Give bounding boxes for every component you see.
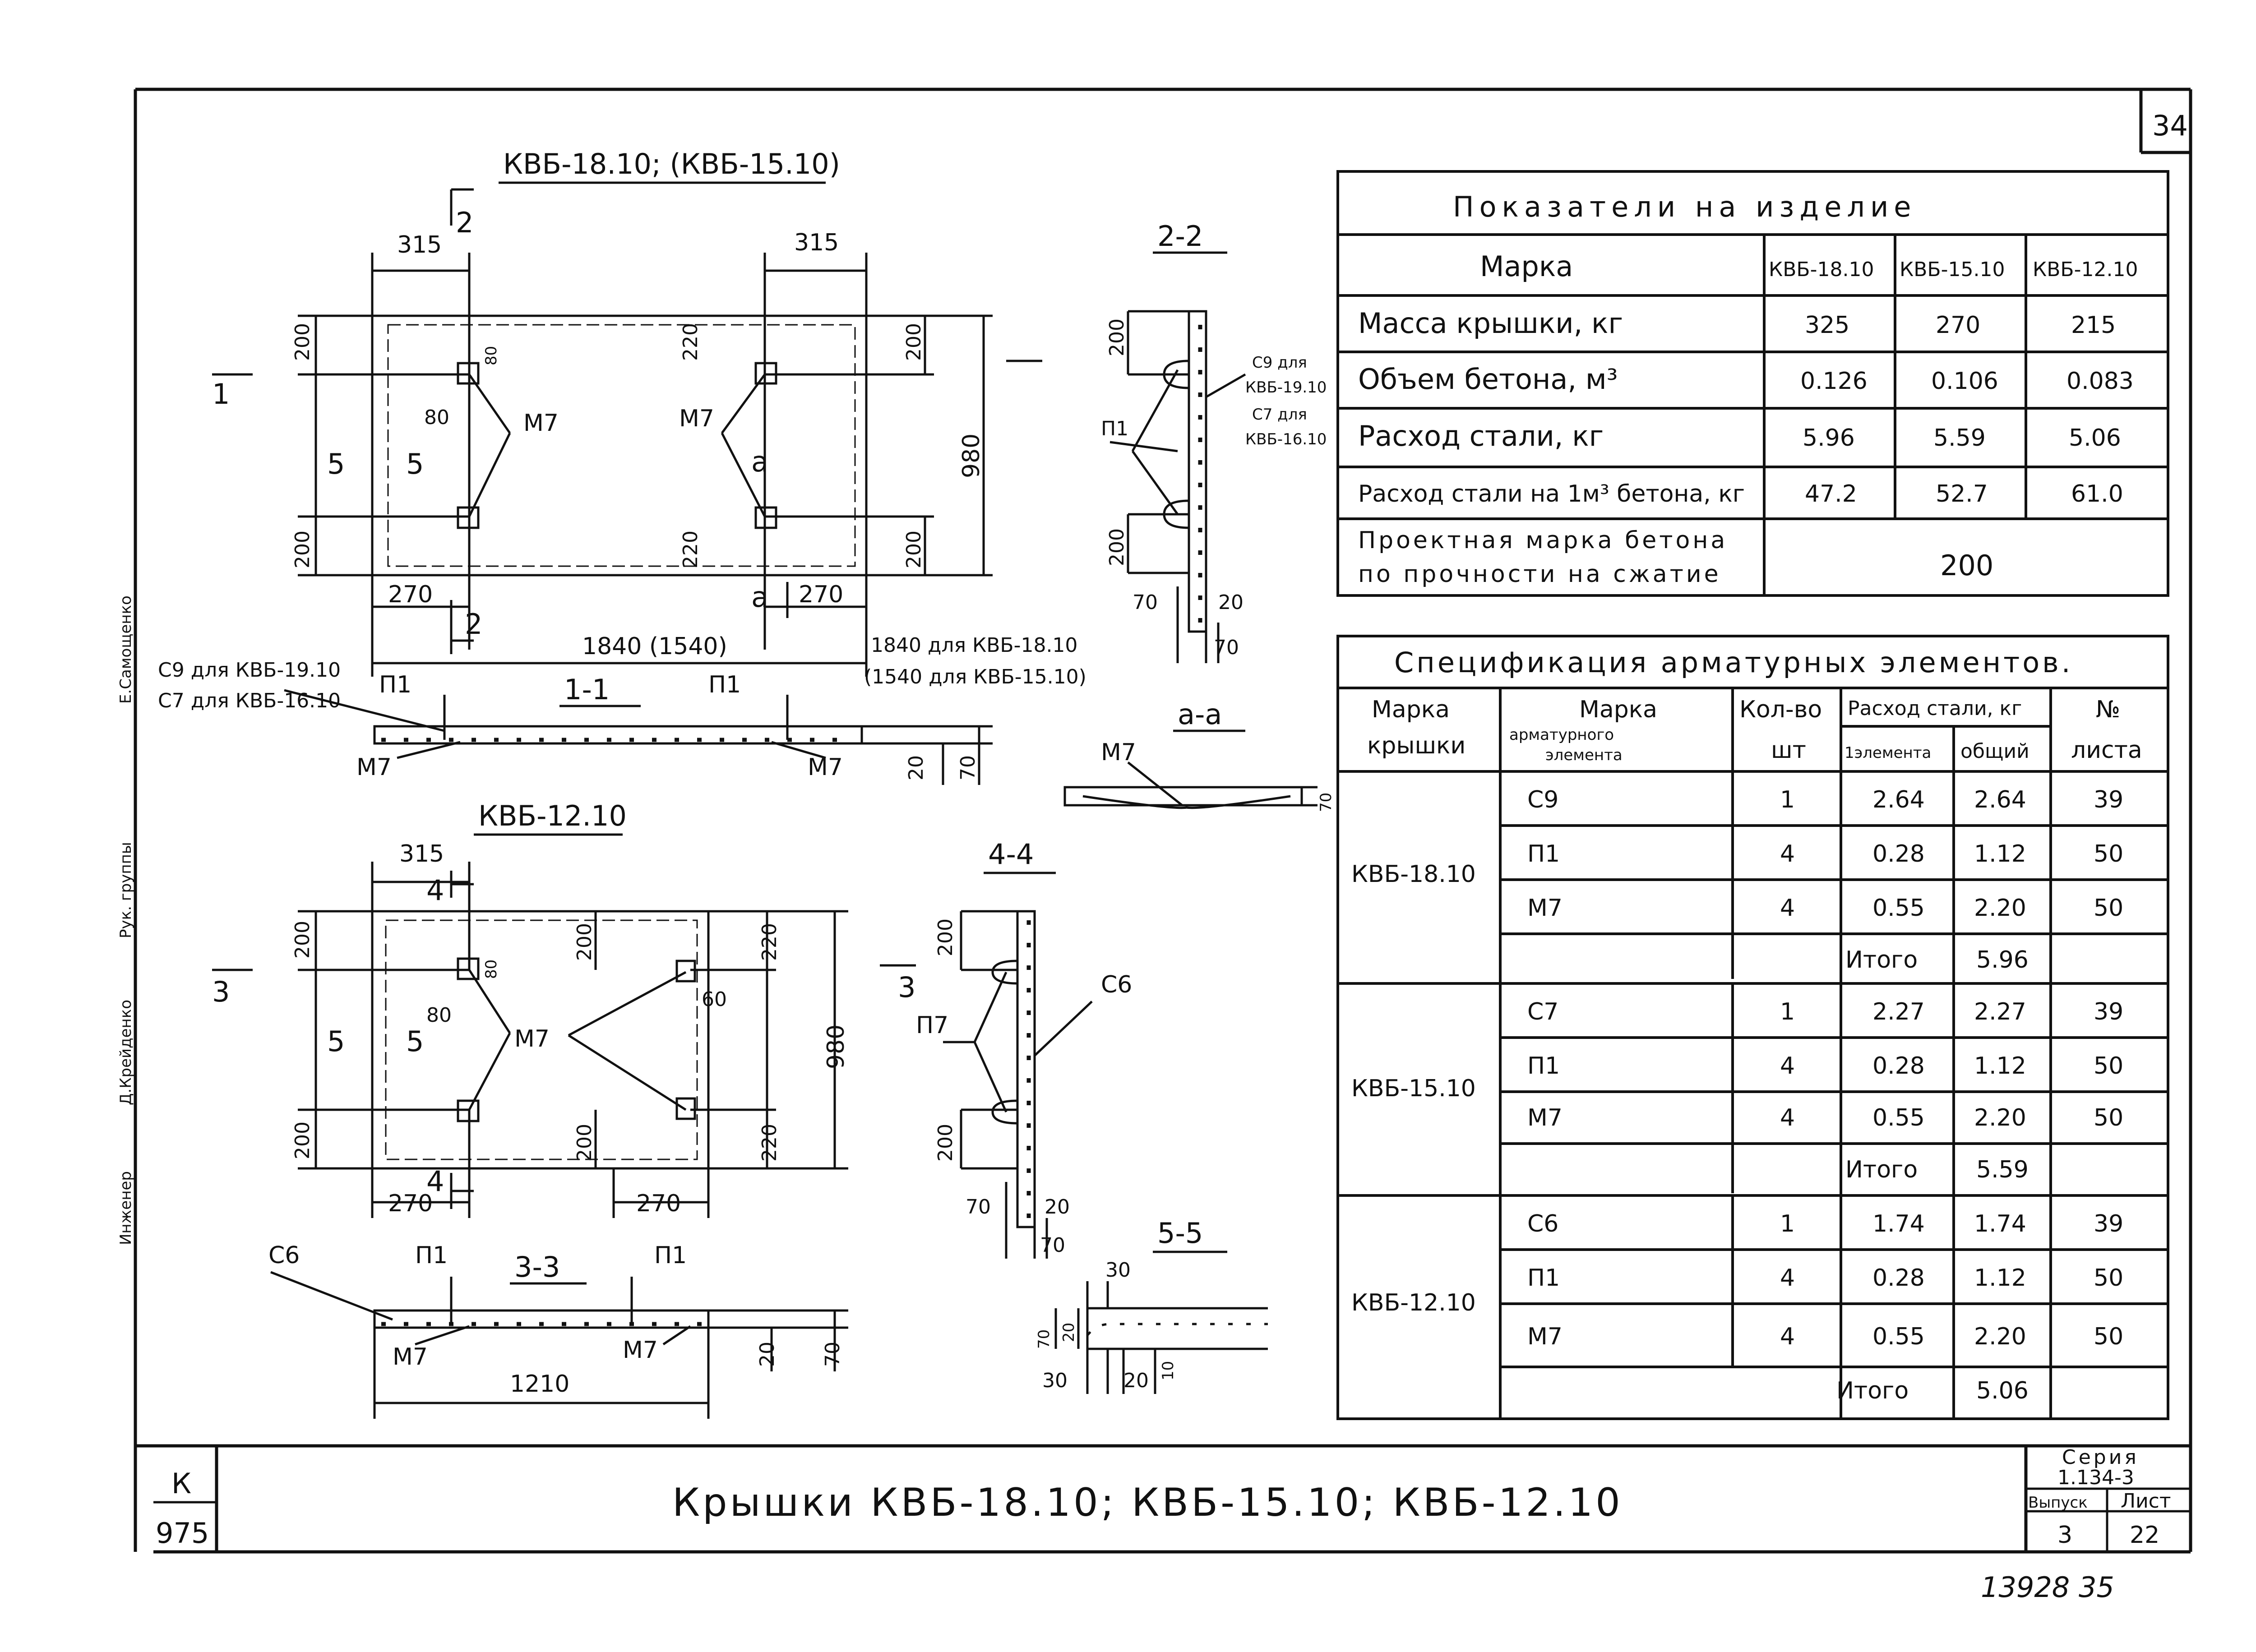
label-m7: М7 bbox=[523, 410, 559, 437]
label-m7: М7 bbox=[1101, 739, 1136, 766]
indicators-row-value: 52.7 bbox=[1936, 480, 1988, 508]
spec-total-label: Итого bbox=[1836, 1377, 1909, 1404]
section-a-a bbox=[1065, 698, 1335, 812]
dim-1840: 1840 (1540) bbox=[582, 633, 727, 660]
plan2-title: КВБ-12.10 bbox=[478, 799, 627, 832]
section-title: 3-3 bbox=[514, 1251, 560, 1283]
spec-total-value: 5.96 bbox=[1976, 946, 2029, 974]
dim-200: 200 bbox=[902, 531, 925, 568]
issue-value: 3 bbox=[2057, 1522, 2073, 1549]
spec-total-label: Итого bbox=[1845, 1156, 1918, 1183]
spec-cell-tot: 2.20 bbox=[1974, 1104, 2026, 1131]
spec-cell-sh: 50 bbox=[2094, 1104, 2124, 1131]
spec-cell-one: 0.55 bbox=[1872, 1104, 1925, 1131]
side-stamp-engineer: Инженер bbox=[117, 1171, 135, 1245]
indicators-row-value: 0.126 bbox=[1800, 368, 1868, 395]
dim-70: 70 bbox=[1317, 792, 1335, 812]
dim-20: 20 bbox=[1060, 1322, 1078, 1342]
issue-label: Выпуск bbox=[2028, 1494, 2088, 1512]
stamp-numbers: 13928 35 bbox=[1981, 1571, 2114, 1604]
sheet-label: Лист bbox=[2121, 1490, 2171, 1513]
dim-200: 200 bbox=[934, 1124, 957, 1162]
spec-cell-one: 0.28 bbox=[1872, 1052, 1925, 1080]
cut-label: 5 bbox=[406, 1025, 424, 1058]
spec-group-mark: КВБ-12.10 bbox=[1351, 1289, 1476, 1316]
cut-label: 2 bbox=[456, 206, 474, 239]
dim-315: 315 bbox=[794, 229, 839, 256]
indicators-concrete-label: Проектная марка бетона bbox=[1358, 527, 1728, 554]
dim-220: 220 bbox=[758, 1124, 781, 1162]
spec-cell-tot: 1.12 bbox=[1974, 1052, 2026, 1080]
section-title: 2-2 bbox=[1157, 220, 1203, 253]
dim-315: 315 bbox=[397, 231, 442, 258]
spec-cell-one: 2.64 bbox=[1872, 786, 1925, 813]
dim-270: 270 bbox=[636, 1190, 681, 1217]
spec-cell-qty: 1 bbox=[1780, 1210, 1795, 1237]
dim-200: 200 bbox=[934, 918, 957, 956]
dim-70: 70 bbox=[1214, 636, 1239, 659]
label-m7: М7 bbox=[393, 1343, 428, 1371]
dim-220: 220 bbox=[679, 323, 702, 361]
label-a: а bbox=[751, 445, 768, 478]
dim-70: 70 bbox=[1035, 1329, 1053, 1349]
dim-270: 270 bbox=[388, 581, 433, 608]
spec-cell-qty: 4 bbox=[1780, 1104, 1795, 1131]
indicators-row-value: 5.06 bbox=[2069, 425, 2121, 452]
spec-title: Спецификация арматурных элементов. bbox=[1394, 646, 2073, 679]
spec-cell-sh: 39 bbox=[2094, 786, 2124, 813]
spec-cell-el: С9 bbox=[1527, 786, 1559, 813]
label-m7: М7 bbox=[679, 405, 714, 432]
spec-cell-sh: 50 bbox=[2094, 895, 2124, 922]
label-m7: М7 bbox=[808, 754, 843, 781]
dim-220: 220 bbox=[679, 531, 702, 568]
cut-label: 3 bbox=[212, 975, 230, 1008]
dim-60: 60 bbox=[702, 988, 727, 1011]
indicators-row-label: Расход стали, кг bbox=[1358, 420, 1604, 452]
code-number: 975 bbox=[156, 1517, 209, 1550]
indicators-row-value: 215 bbox=[2071, 312, 2116, 339]
spec-header-mark: крышки bbox=[1367, 732, 1466, 759]
dim-70: 70 bbox=[966, 1195, 991, 1218]
dim-980: 980 bbox=[958, 433, 985, 478]
label-a: а bbox=[751, 581, 768, 614]
dim-30: 30 bbox=[1105, 1259, 1131, 1282]
side-stamp bbox=[117, 595, 135, 1245]
spec-cell-tot: 1.74 bbox=[1974, 1210, 2026, 1237]
indicators-row-label: Расход стали на 1м³ бетона, кг bbox=[1358, 480, 1745, 508]
cut-label: 1 bbox=[212, 378, 230, 411]
dim-20: 20 bbox=[905, 755, 928, 780]
spec-cell-el: М7 bbox=[1527, 895, 1563, 922]
spec-total-value: 5.06 bbox=[1976, 1377, 2029, 1404]
dim-200: 200 bbox=[902, 323, 925, 361]
label-m7: М7 bbox=[356, 754, 392, 781]
spec-cell-sh: 39 bbox=[2094, 1210, 2124, 1237]
spec-cell-one: 2.27 bbox=[1872, 998, 1925, 1025]
indicators-row-value: 47.2 bbox=[1805, 480, 1857, 508]
indicators-row-value: 325 bbox=[1805, 312, 1850, 339]
spec-cell-tot: 2.20 bbox=[1974, 895, 2026, 922]
cut-label: 5 bbox=[327, 448, 345, 480]
label-m7: М7 bbox=[623, 1337, 658, 1364]
code-letter: К bbox=[171, 1467, 192, 1500]
label-p1: П1 bbox=[708, 671, 741, 698]
indicators-concrete-value: 200 bbox=[1940, 549, 1994, 582]
spec-header-steel: Расход стали, кг bbox=[1848, 697, 2022, 720]
label-p1: П1 bbox=[415, 1242, 448, 1269]
spec-header-mark: Марка bbox=[1372, 696, 1450, 723]
spec-cell-tot: 1.12 bbox=[1974, 840, 2026, 868]
dim-70: 70 bbox=[1040, 1234, 1065, 1257]
spec-header-qty: шт bbox=[1771, 737, 1806, 764]
dim-200: 200 bbox=[291, 921, 314, 959]
dim-70: 70 bbox=[1133, 591, 1158, 614]
spec-cell-el: П1 bbox=[1527, 1052, 1560, 1080]
indicators-row-value: 5.59 bbox=[1933, 425, 1986, 452]
spec-cell-sh: 50 bbox=[2094, 1264, 2124, 1292]
cut-label: 2 bbox=[465, 608, 483, 641]
spec-header-elem: элемента bbox=[1545, 746, 1623, 764]
spec-total-value: 5.59 bbox=[1976, 1156, 2029, 1183]
indicators-concrete-label: по прочности на сжатие bbox=[1358, 561, 1721, 588]
cut-label: 4 bbox=[426, 874, 444, 907]
spec-header-one: 1элемента bbox=[1845, 744, 1932, 762]
indicators-row-value: 0.106 bbox=[1931, 368, 1998, 395]
dim-20: 20 bbox=[756, 1342, 779, 1367]
dim-20: 20 bbox=[1045, 1195, 1070, 1218]
section-3-3 bbox=[268, 1242, 848, 1419]
dim-80: 80 bbox=[426, 1004, 452, 1027]
spec-cell-qty: 4 bbox=[1780, 895, 1795, 922]
dim-200: 200 bbox=[573, 1124, 596, 1162]
spec-group-mark: КВБ-15.10 bbox=[1351, 1075, 1476, 1102]
series-value: 1.134-3 bbox=[2057, 1466, 2134, 1489]
spec-cell-qty: 1 bbox=[1780, 998, 1795, 1025]
footer-title: Крышки КВБ-18.10; КВБ-15.10; КВБ-12.10 bbox=[672, 1480, 1623, 1525]
section-4-4 bbox=[916, 838, 1132, 1259]
series-label: Серия bbox=[2062, 1446, 2139, 1469]
spec-cell-one: 0.55 bbox=[1872, 1323, 1925, 1350]
section-title: 5-5 bbox=[1157, 1217, 1203, 1250]
indicators-row-label: Объем бетона, м³ bbox=[1358, 363, 1618, 396]
label-p1: П1 bbox=[654, 1242, 687, 1269]
dim-20: 20 bbox=[1218, 591, 1244, 614]
spec-cell-el: М7 bbox=[1527, 1104, 1563, 1131]
section-5-5 bbox=[1035, 1217, 1268, 1394]
dim-80: 80 bbox=[482, 959, 500, 979]
dim-200: 200 bbox=[291, 1121, 314, 1159]
indicators-header-mark: Марка bbox=[1480, 250, 1573, 283]
label-c7: КВБ-16.10 bbox=[1245, 430, 1327, 448]
dim-10: 10 bbox=[1159, 1361, 1177, 1380]
dim-980: 980 bbox=[823, 1024, 850, 1069]
spec-cell-qty: 4 bbox=[1780, 1264, 1795, 1292]
label-c6: С6 bbox=[1101, 971, 1133, 998]
spec-header-sheet: листа bbox=[2071, 737, 2142, 764]
spec-cell-qty: 4 bbox=[1780, 1052, 1795, 1080]
spec-cell-one: 0.28 bbox=[1872, 840, 1925, 868]
dim-200: 200 bbox=[291, 323, 314, 361]
spec-table bbox=[1338, 636, 2168, 1419]
indicators-row-label: Масса крышки, кг bbox=[1358, 307, 1623, 340]
dim-270: 270 bbox=[388, 1190, 433, 1217]
spec-cell-el: М7 bbox=[1527, 1323, 1563, 1350]
dim-1840-note: 1840 для КВБ-18.10 bbox=[871, 634, 1078, 657]
spec-cell-one: 0.55 bbox=[1872, 895, 1925, 922]
dim-80: 80 bbox=[482, 346, 500, 365]
dim-20: 20 bbox=[1123, 1369, 1149, 1392]
spec-cell-tot: 2.20 bbox=[1974, 1323, 2026, 1350]
dim-1840-note: (1540 для КВБ-15.10) bbox=[864, 665, 1086, 688]
label-p1: П1 bbox=[1101, 417, 1129, 440]
label-c7: С7 для bbox=[1252, 406, 1307, 424]
label-c6: С6 bbox=[268, 1242, 300, 1269]
sheet-value: 22 bbox=[2130, 1522, 2160, 1549]
dim-220: 220 bbox=[758, 923, 781, 961]
spec-cell-one: 0.28 bbox=[1872, 1264, 1925, 1292]
side-stamp-group-head: Рук. группы bbox=[117, 842, 135, 938]
spec-group-mark: КВБ-18.10 bbox=[1351, 861, 1476, 888]
cut-label: 5 bbox=[406, 448, 424, 480]
spec-cell-el: С6 bbox=[1527, 1210, 1559, 1237]
spec-cell-qty: 1 bbox=[1780, 786, 1795, 813]
dim-270: 270 bbox=[799, 581, 844, 608]
plan1-title: КВБ-18.10; (КВБ-15.10) bbox=[503, 148, 840, 180]
label-m7: М7 bbox=[514, 1025, 550, 1052]
spec-cell-el: П1 bbox=[1527, 1264, 1560, 1292]
spec-cell-qty: 4 bbox=[1780, 840, 1795, 868]
spec-header-elem: Марка bbox=[1579, 696, 1658, 723]
section-title: 1-1 bbox=[564, 673, 610, 706]
indicators-row-value: 61.0 bbox=[2071, 480, 2123, 508]
dim-315: 315 bbox=[399, 840, 444, 868]
dim-70: 70 bbox=[821, 1342, 844, 1367]
side-stamp-group-head-name: Е.Самощенко bbox=[117, 595, 135, 704]
label-c9: С9 для КВБ-19.10 bbox=[158, 659, 341, 682]
spec-cell-one: 1.74 bbox=[1872, 1210, 1925, 1237]
label-p1: П1 bbox=[379, 671, 412, 698]
spec-cell-sh: 50 bbox=[2094, 1323, 2124, 1350]
spec-cell-sh: 50 bbox=[2094, 840, 2124, 868]
dim-30: 30 bbox=[1042, 1369, 1068, 1392]
spec-total-label: Итого bbox=[1845, 946, 1918, 974]
plan-kvb-18-10 bbox=[212, 148, 1086, 688]
spec-cell-el: С7 bbox=[1527, 998, 1559, 1025]
dim-200: 200 bbox=[1105, 528, 1128, 566]
indicators-header-col2: КВБ-15.10 bbox=[1900, 258, 2005, 281]
spec-header-elem: арматурного bbox=[1509, 726, 1614, 744]
label-p7: П7 bbox=[916, 1012, 949, 1039]
cut-label: 3 bbox=[898, 971, 916, 1004]
dim-200: 200 bbox=[1105, 318, 1128, 356]
label-c9: КВБ-19.10 bbox=[1245, 378, 1327, 397]
spec-cell-tot: 2.64 bbox=[1974, 786, 2026, 813]
section-title: а-а bbox=[1178, 698, 1222, 731]
indicators-row-value: 5.96 bbox=[1803, 425, 1855, 452]
dim-200: 200 bbox=[291, 531, 314, 568]
indicators-header-col1: КВБ-18.10 bbox=[1769, 258, 1874, 281]
indicators-row-value: 270 bbox=[1936, 312, 1981, 339]
indicators-title: Показатели на изделие bbox=[1453, 190, 1917, 223]
label-c7: С7 для КВБ-16.10 bbox=[158, 689, 341, 712]
plan-kvb-12-10 bbox=[212, 799, 916, 1218]
label-c9: С9 для bbox=[1252, 354, 1307, 372]
indicators-table bbox=[1338, 171, 2168, 595]
spec-header-qty: Кол-во bbox=[1739, 696, 1822, 723]
spec-cell-tot: 2.27 bbox=[1974, 998, 2026, 1025]
dim-200: 200 bbox=[573, 923, 596, 961]
spec-cell-sh: 50 bbox=[2094, 1052, 2124, 1080]
side-stamp-engineer-name: Д.Крейденко bbox=[117, 999, 135, 1105]
indicators-row-value: 0.083 bbox=[2066, 368, 2134, 395]
dim-80: 80 bbox=[424, 406, 449, 429]
section-2-2 bbox=[1101, 220, 1327, 663]
section-title: 4-4 bbox=[988, 838, 1034, 871]
title-block bbox=[153, 1446, 2191, 1604]
spec-cell-qty: 4 bbox=[1780, 1323, 1795, 1350]
cut-label: 5 bbox=[327, 1025, 345, 1058]
spec-header-sheet: № bbox=[2096, 696, 2121, 723]
sheet-number: 34 bbox=[2152, 109, 2188, 142]
spec-header-total: общий bbox=[1960, 740, 2029, 763]
indicators-header-col3: КВБ-12.10 bbox=[2033, 258, 2138, 281]
spec-cell-sh: 39 bbox=[2094, 998, 2124, 1025]
spec-cell-tot: 1.12 bbox=[1974, 1264, 2026, 1292]
cut-label: 4 bbox=[426, 1165, 444, 1198]
dim-70: 70 bbox=[957, 755, 980, 780]
dim-1210: 1210 bbox=[510, 1371, 570, 1398]
spec-cell-el: П1 bbox=[1527, 840, 1560, 868]
